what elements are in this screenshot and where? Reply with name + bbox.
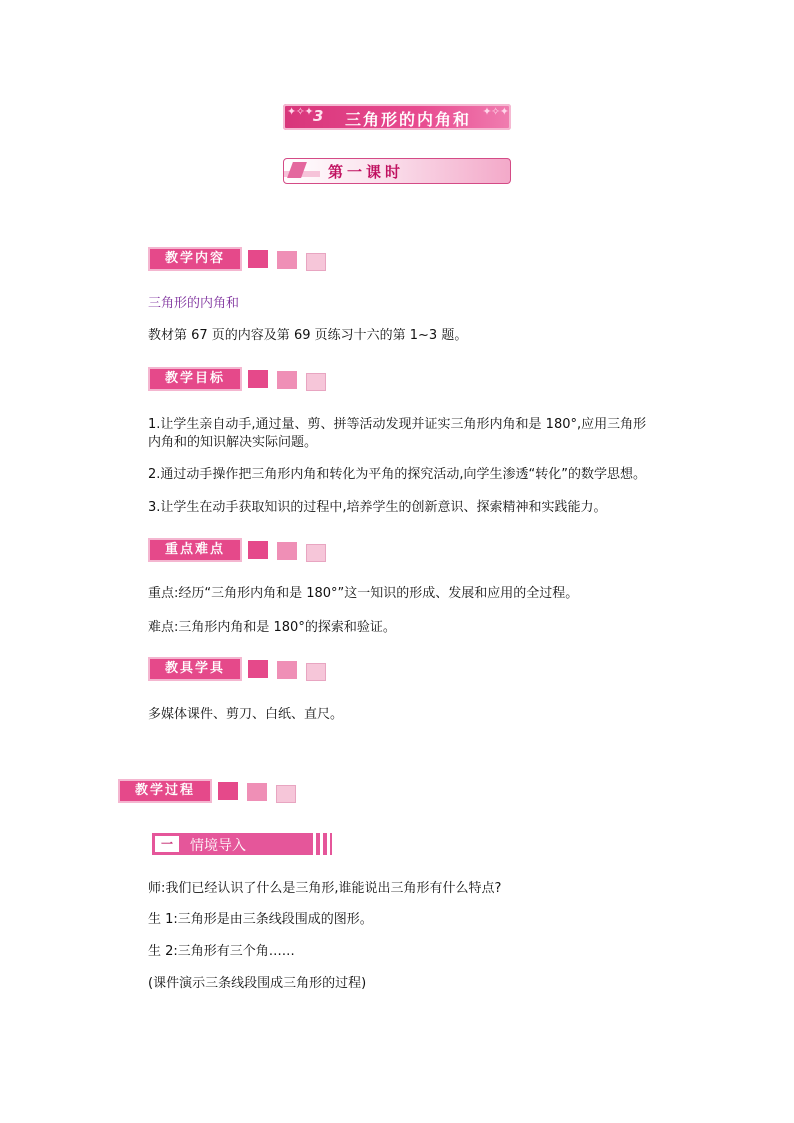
step-number: 一 bbox=[154, 835, 180, 853]
decorative-square bbox=[306, 663, 326, 681]
section-header-process: 教学过程 bbox=[118, 779, 212, 803]
decorative-square bbox=[277, 542, 297, 560]
step-label: 情境导入 bbox=[190, 838, 246, 854]
decorative-square bbox=[277, 371, 297, 389]
decorative-square bbox=[277, 661, 297, 679]
dialogue-note: (课件演示三条线段围成三角形的过程) bbox=[148, 976, 367, 991]
decorative-square bbox=[218, 782, 238, 800]
decorative-stars-icon: ✦ ✧ ✦ bbox=[287, 105, 312, 118]
lesson-number: 3 bbox=[313, 107, 324, 125]
dialogue-line: 生 1:三角形是由三条线段围成的图形。 bbox=[148, 912, 373, 927]
decorative-square bbox=[248, 370, 268, 388]
section-header-content: 教学内容 bbox=[148, 247, 242, 271]
goal-1-line-2: 内角和的知识解决实际问题。 bbox=[148, 435, 318, 450]
goal-3: 3.让学生在动手获取知识的过程中,培养学生的创新意识、探索精神和实践能力。 bbox=[148, 500, 607, 515]
decorative-square bbox=[306, 544, 326, 562]
content-pages: 教材第 67 页的内容及第 69 页练习十六的第 1~3 题。 bbox=[148, 328, 468, 343]
decorative-square bbox=[306, 373, 326, 391]
key-point-difficulty: 难点:三角形内角和是 180°的探索和验证。 bbox=[148, 620, 396, 635]
decorative-square bbox=[306, 253, 326, 271]
decorative-square bbox=[248, 660, 268, 678]
decorative-square bbox=[248, 541, 268, 559]
lesson-title: 三角形的内角和 bbox=[345, 110, 472, 129]
content-topic: 三角形的内角和 bbox=[148, 296, 240, 311]
decorative-bars-icon bbox=[309, 833, 330, 855]
section-header-key-points: 重点难点 bbox=[148, 538, 242, 562]
decorative-square bbox=[277, 251, 297, 269]
lesson-title-banner bbox=[283, 104, 511, 130]
dialogue-line: 生 2:三角形有三个角…… bbox=[148, 944, 295, 959]
goal-1-line-1: 1.让学生亲自动手,通过量、剪、拼等活动发现并证实三角形内角和是 180°,应用三角形 bbox=[148, 417, 647, 432]
decorative-square bbox=[276, 785, 296, 803]
class-period-label: 第一课时 bbox=[328, 163, 405, 181]
decorative-square bbox=[248, 250, 268, 268]
dialogue-line: 师:我们已经认识了什么是三角形,谁能说出三角形有什么特点? bbox=[148, 881, 502, 896]
tools-list: 多媒体课件、剪刀、白纸、直尺。 bbox=[148, 707, 344, 722]
decorative-square bbox=[247, 783, 267, 801]
class-period-banner bbox=[283, 158, 511, 184]
section-header-goals: 教学目标 bbox=[148, 367, 242, 391]
step-1-banner bbox=[152, 833, 332, 855]
goal-2: 2.通过动手操作把三角形内角和转化为平角的探究活动,向学生渗透“转化”的数学思想。 bbox=[148, 467, 647, 482]
key-point-focus: 重点:经历“三角形内角和是 180°”这一知识的形成、发展和应用的全过程。 bbox=[148, 586, 579, 601]
decorative-stars-icon: ✦ ✧ ✦ bbox=[482, 105, 507, 118]
section-header-tools: 教具学具 bbox=[148, 657, 242, 681]
